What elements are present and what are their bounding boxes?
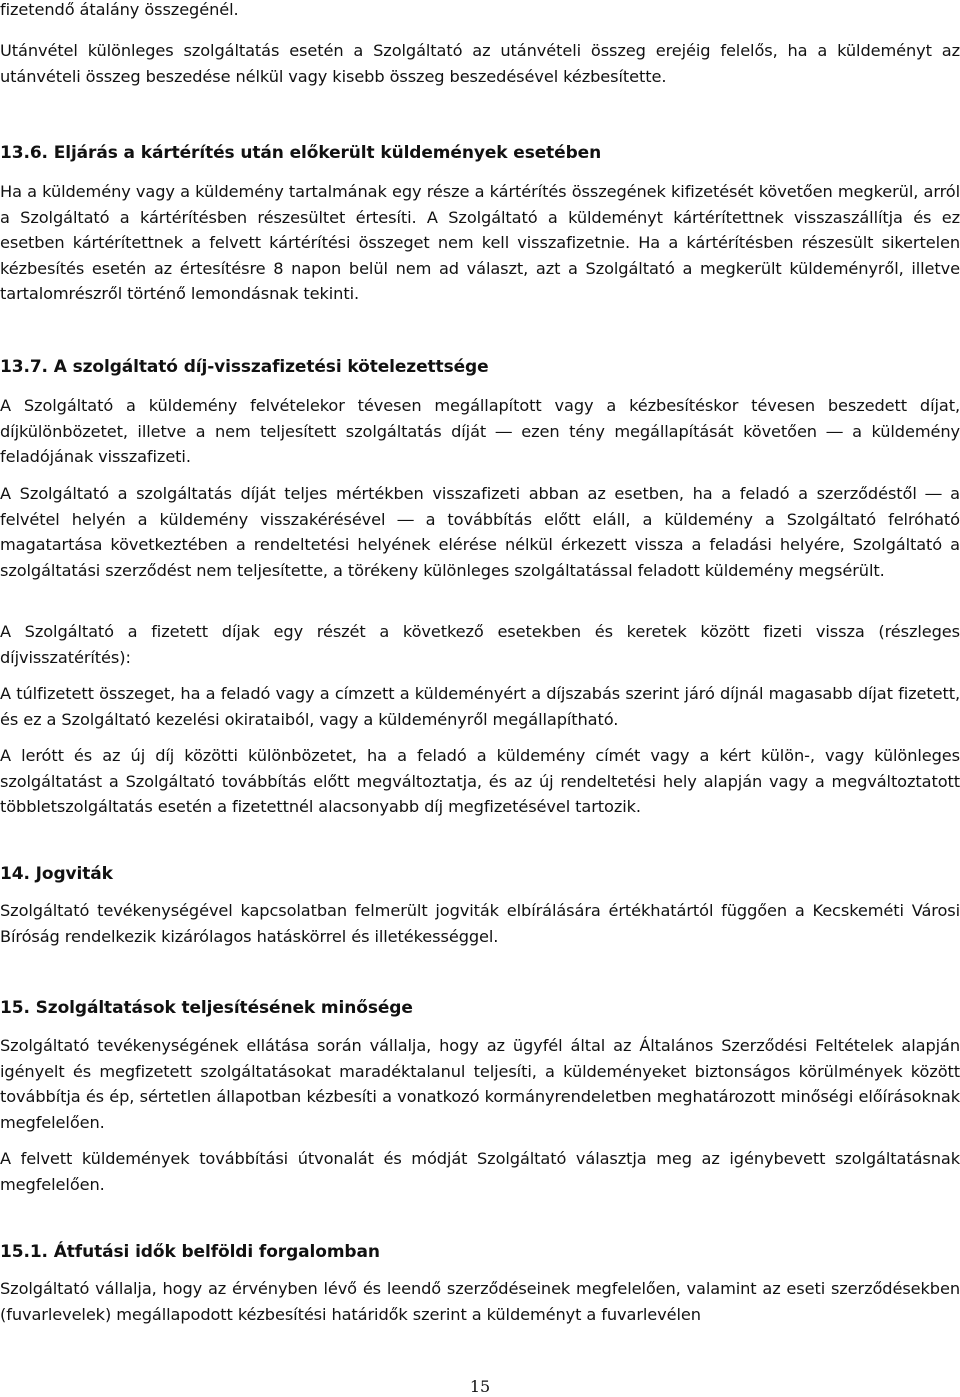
- heading-15: 15. Szolgáltatások teljesítésének minősége: [0, 998, 413, 1018]
- page-number: 15: [469, 1377, 491, 1396]
- paragraph-recovered-items: Ha a küldemény vagy a küldemény tartalmának egy része a kártérítés összegének kifizetését követően megkerül, arról a Szolgáltató a kártérítésben részesültet értesíti. A Szolgáltató a küldeményt kártérítettnek visszaszállítja és ez esetben kártérítettnek a felvett kártérítési összeget nem kell visszafizetnie. Ha a kártérítésben részesült sikertelen kézbesítés esetén az értesítésre 8 napon belül nem ad választ, azt a Szolgáltató a megkerült küldeményről, illetve tartalomrészről történő lemondásnak tekinti.: [0, 182, 960, 303]
- paragraph-continuation: fizetendő átalány összegénél.: [0, 0, 239, 19]
- paragraph-full-refund: A Szolgáltató a szolgáltatás díját teljes mértékben visszafizeti abban az esetben, ha a feladó a szerződéstől ― a felvétel helyén a küldemény visszakérésével ― a továbbítás előtt eláll, a küldemény a Szolgáltató felróható magatartása következtében a rendeltetési helyének elérése nélkül érkezett vissza a feladási helyére, Szolgáltató a szolgáltatási szerződést nem teljesítette, a törékeny különleges szolgáltatással feladott küldemény megsérült.: [0, 484, 960, 580]
- heading-13-7: 13.7. A szolgáltató díj-visszafizetési kötelezettsége: [0, 357, 489, 377]
- heading-14: 14. Jogviták: [0, 864, 113, 884]
- paragraph-routing: A felvett küldemények továbbítási útvonalát és módját Szolgáltató választja meg az igénybevett szolgáltatásnak megfelelően.: [0, 1149, 960, 1194]
- paragraph-partial-refund: A Szolgáltató a fizetett díjak egy részét a következő esetekben és keretek között fizeti vissza (részleges díjvisszatérítés):: [0, 622, 960, 667]
- paragraph-quality: Szolgáltató tevékenységének ellátása során vállalja, hogy az ügyfél által az Általános Szerződési Feltételek alapján igényelt és megfizetett szolgáltatásokat maradéktalanul teljesíti, a küldeményeket biztonságos körülmények között továbbítja és ép, sértetlen állapotban kézbesíti a vonatkozó kormányrendeletben meghatározott minőségi előírásoknak megfelelően.: [0, 1036, 960, 1132]
- heading-13-6: 13.6. Eljárás a kártérítés után előkerült küldemények esetében: [0, 143, 602, 163]
- paragraph-disputes: Szolgáltató tevékenységével kapcsolatban felmerült jogviták elbírálására értékhatártól függően a Kecskeméti Városi Bíróság rendelkezik kizárólagos hatáskörrel és illetékességgel.: [0, 901, 960, 946]
- heading-15-1: 15.1. Átfutási idők belföldi forgalomban: [0, 1242, 380, 1262]
- paragraph-fee-difference: A lerótt és az új díj közötti különbözetet, ha a feladó a küldemény címét vagy a kért külön-, vagy különleges szolgáltatást a Szolgáltató továbbítás előtt megváltoztatja, és az új rendeltetési hely alapján vagy a megváltoztatott többletszolgáltatás esetén a fizetettnél alacsonyabb díj megfizetésével tartozik.: [0, 746, 960, 816]
- paragraph-cod-liability: Utánvétel különleges szolgáltatás esetén a Szolgáltató az utánvételi összeg erejéig felelős, ha a küldeményt az utánvételi összeg beszedése nélkül vagy kisebb összeg beszedésével kézbesítette.: [0, 41, 960, 86]
- paragraph-transit-times: Szolgáltató vállalja, hogy az érvényben lévő és leendő szerződéseinek megfelelően, valamint az eseti szerződésekben (fuvarlevelek) megállapodott kézbesítési határidők szerint a küldeményt a fuvarlevélen: [0, 1279, 960, 1324]
- paragraph-overpayment: A túlfizetett összeget, ha a feladó vagy a címzett a küldeményért a díjszabás szerint járó díjnál magasabb díjat fizetett, és ez a Szolgáltató kezelési okirataiból, vagy a küldeményről megállapítható.: [0, 684, 960, 729]
- paragraph-refund-erroneous-fee: A Szolgáltató a küldemény felvételekor tévesen megállapított vagy a kézbesítéskor tévesen beszedett díjat, díjkülönbözetet, illetve a nem teljesített szolgáltatás díját ― ezen tény megállapítását követően ― a küldemény feladójának visszafizeti.: [0, 396, 960, 466]
